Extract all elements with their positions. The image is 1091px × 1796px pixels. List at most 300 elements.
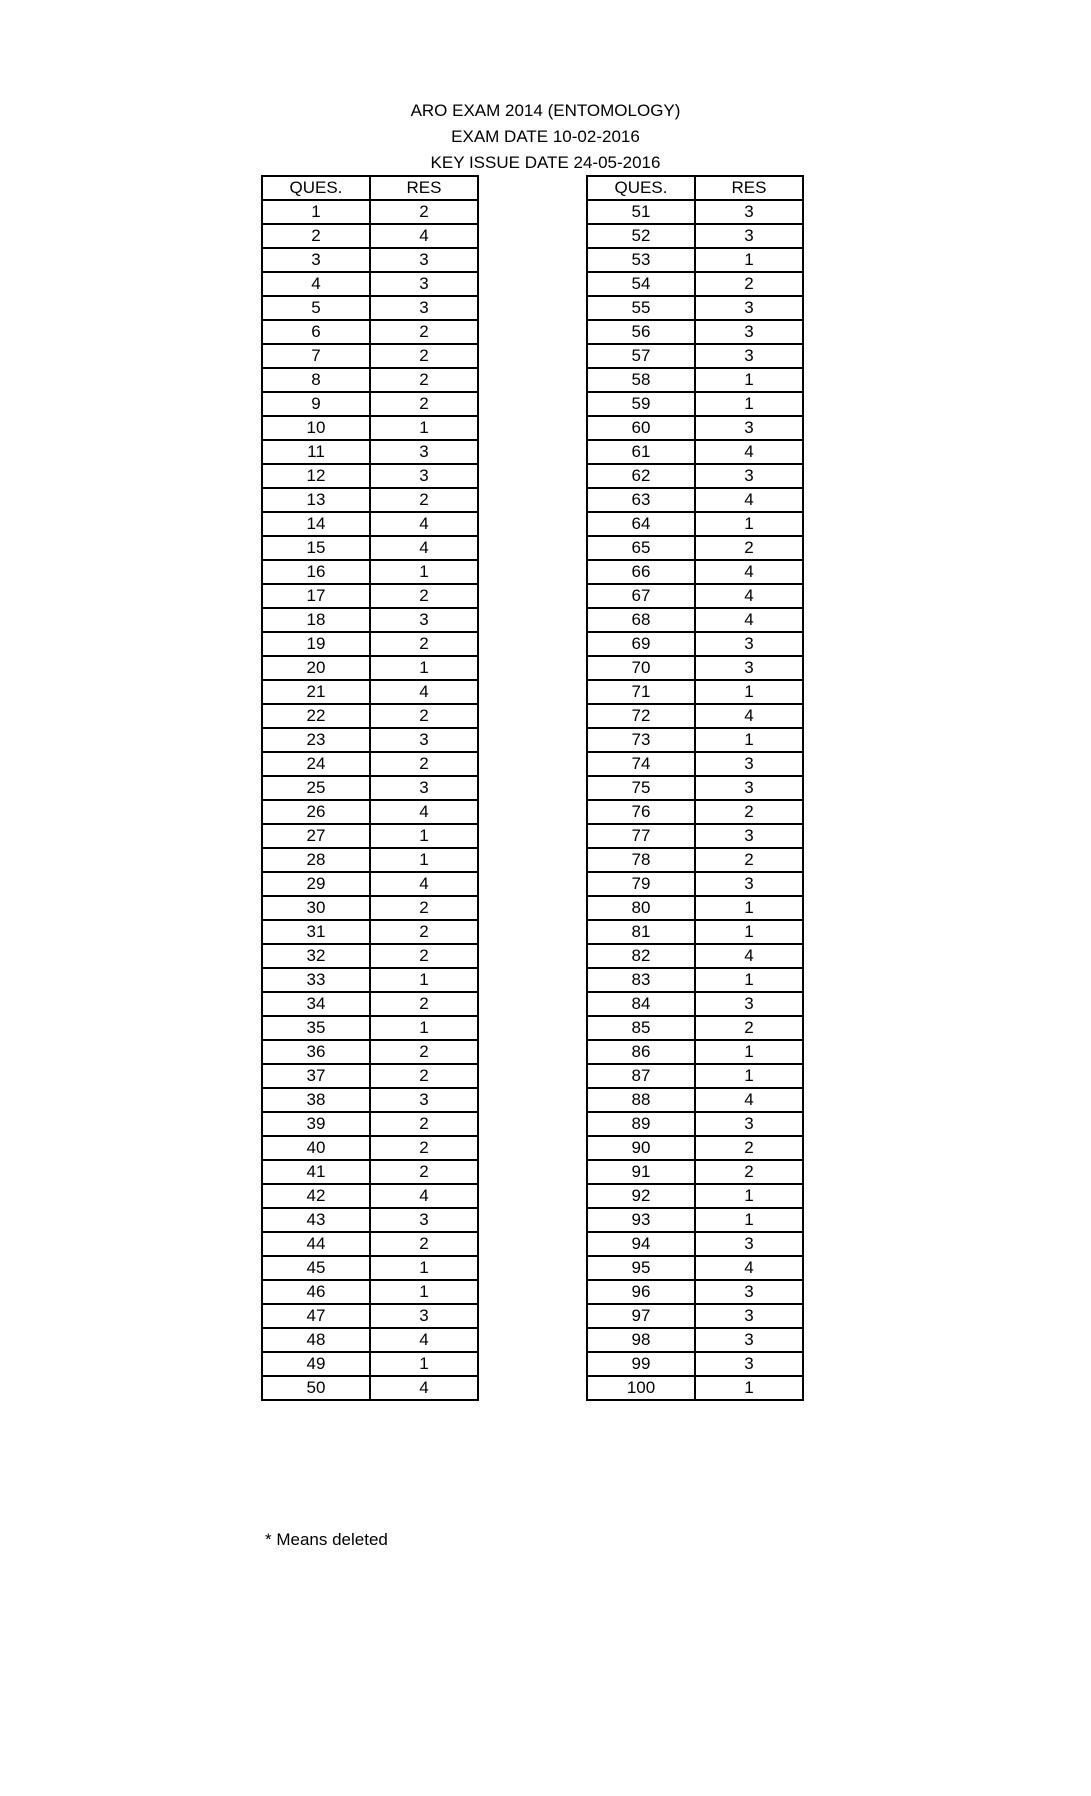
question-number-cell: 21	[262, 680, 370, 704]
response-cell: 2	[695, 272, 803, 296]
question-number-cell: 75	[587, 776, 695, 800]
answer-key-table-left	[261, 175, 479, 1401]
response-cell: 4	[370, 1376, 478, 1400]
table-row	[587, 1160, 803, 1184]
question-number-cell: 32	[262, 944, 370, 968]
response-cell: 3	[695, 1328, 803, 1352]
response-cell: 1	[695, 1040, 803, 1064]
table-row	[587, 560, 803, 584]
response-cell: 4	[370, 1184, 478, 1208]
question-number-cell: 52	[587, 224, 695, 248]
response-cell: 2	[370, 584, 478, 608]
response-cell: 2	[370, 1040, 478, 1064]
table-row	[262, 200, 478, 224]
question-number-cell: 29	[262, 872, 370, 896]
table-row	[587, 848, 803, 872]
table-row	[262, 1136, 478, 1160]
question-number-cell: 85	[587, 1016, 695, 1040]
table-row	[262, 1064, 478, 1088]
question-number-cell: 30	[262, 896, 370, 920]
response-cell: 4	[695, 488, 803, 512]
question-number-cell: 1	[262, 200, 370, 224]
table-row	[262, 320, 478, 344]
table-row	[262, 368, 478, 392]
table-row	[587, 536, 803, 560]
response-cell: 3	[695, 1304, 803, 1328]
response-cell: 2	[695, 536, 803, 560]
response-cell: 2	[695, 1160, 803, 1184]
table-row	[262, 1208, 478, 1232]
question-number-cell: 15	[262, 536, 370, 560]
table-row	[587, 200, 803, 224]
response-cell: 2	[695, 848, 803, 872]
question-number-cell: 55	[587, 296, 695, 320]
table-row	[262, 944, 478, 968]
question-number-cell: 34	[262, 992, 370, 1016]
table-row	[262, 872, 478, 896]
question-number-cell: 26	[262, 800, 370, 824]
response-cell: 2	[695, 800, 803, 824]
response-cell: 3	[370, 1088, 478, 1112]
question-number-cell: 89	[587, 1112, 695, 1136]
question-number-cell: 98	[587, 1328, 695, 1352]
question-number-cell: 80	[587, 896, 695, 920]
question-number-cell: 62	[587, 464, 695, 488]
response-cell: 3	[695, 752, 803, 776]
question-number-cell: 68	[587, 608, 695, 632]
question-number-cell: 27	[262, 824, 370, 848]
response-cell: 2	[370, 368, 478, 392]
table-row	[262, 992, 478, 1016]
response-cell: 3	[695, 320, 803, 344]
question-number-cell: 72	[587, 704, 695, 728]
response-cell: 4	[370, 872, 478, 896]
table-row	[262, 1160, 478, 1184]
response-cell: 4	[695, 1256, 803, 1280]
response-cell: 3	[695, 464, 803, 488]
response-cell: 1	[695, 1376, 803, 1400]
table-row	[587, 1088, 803, 1112]
response-cell: 3	[370, 464, 478, 488]
response-cell: 3	[695, 824, 803, 848]
table-row	[587, 1304, 803, 1328]
question-number-cell: 45	[262, 1256, 370, 1280]
response-cell: 1	[695, 1184, 803, 1208]
table-row	[587, 872, 803, 896]
response-cell: 3	[370, 608, 478, 632]
table-row	[587, 1328, 803, 1352]
question-number-cell: 81	[587, 920, 695, 944]
table-row	[262, 536, 478, 560]
table-row	[587, 440, 803, 464]
question-number-cell: 57	[587, 344, 695, 368]
question-number-cell: 13	[262, 488, 370, 512]
table-row	[587, 968, 803, 992]
question-number-cell: 96	[587, 1280, 695, 1304]
response-cell: 3	[695, 992, 803, 1016]
question-number-cell: 36	[262, 1040, 370, 1064]
table-row	[262, 968, 478, 992]
response-cell: 2	[370, 1064, 478, 1088]
question-number-cell: 67	[587, 584, 695, 608]
column-header-question: QUES.	[587, 176, 695, 200]
question-number-cell: 87	[587, 1064, 695, 1088]
response-cell: 4	[695, 1088, 803, 1112]
response-cell: 4	[370, 800, 478, 824]
answer-key-table-right	[586, 175, 804, 1401]
response-cell: 2	[370, 896, 478, 920]
response-cell: 2	[370, 944, 478, 968]
table-row	[587, 776, 803, 800]
table-row	[262, 704, 478, 728]
question-number-cell: 44	[262, 1232, 370, 1256]
response-cell: 1	[370, 1280, 478, 1304]
question-number-cell: 61	[587, 440, 695, 464]
response-cell: 1	[370, 848, 478, 872]
response-cell: 2	[695, 1016, 803, 1040]
table-row	[587, 1136, 803, 1160]
table-row	[587, 1184, 803, 1208]
question-number-cell: 70	[587, 656, 695, 680]
table-row	[587, 296, 803, 320]
question-number-cell: 53	[587, 248, 695, 272]
question-number-cell: 78	[587, 848, 695, 872]
table-row	[262, 1232, 478, 1256]
table-row	[587, 704, 803, 728]
table-row	[587, 1376, 803, 1400]
response-cell: 1	[695, 920, 803, 944]
response-cell: 1	[695, 248, 803, 272]
response-cell: 3	[370, 440, 478, 464]
table-row	[262, 680, 478, 704]
question-number-cell: 84	[587, 992, 695, 1016]
response-cell: 1	[695, 896, 803, 920]
response-cell: 4	[695, 584, 803, 608]
table-row	[262, 1304, 478, 1328]
table-row	[262, 1352, 478, 1376]
response-cell: 1	[370, 416, 478, 440]
question-number-cell: 47	[262, 1304, 370, 1328]
table-row	[262, 800, 478, 824]
question-number-cell: 99	[587, 1352, 695, 1376]
table-row	[587, 224, 803, 248]
question-number-cell: 83	[587, 968, 695, 992]
table-row	[587, 488, 803, 512]
question-number-cell: 33	[262, 968, 370, 992]
table-row	[587, 1232, 803, 1256]
question-number-cell: 93	[587, 1208, 695, 1232]
response-cell: 3	[695, 200, 803, 224]
response-cell: 3	[695, 872, 803, 896]
response-cell: 2	[695, 1136, 803, 1160]
question-number-cell: 38	[262, 1088, 370, 1112]
response-cell: 2	[370, 1232, 478, 1256]
table-row	[262, 824, 478, 848]
table-row	[587, 608, 803, 632]
table-row	[262, 632, 478, 656]
table-row	[262, 1376, 478, 1400]
table-row	[587, 920, 803, 944]
response-cell: 3	[370, 272, 478, 296]
table-row	[262, 752, 478, 776]
table-row	[262, 1280, 478, 1304]
response-cell: 2	[370, 1112, 478, 1136]
table-row	[262, 584, 478, 608]
response-cell: 3	[695, 1112, 803, 1136]
response-cell: 3	[695, 1352, 803, 1376]
table-row	[262, 776, 478, 800]
response-cell: 2	[370, 1136, 478, 1160]
response-cell: 3	[695, 296, 803, 320]
table-row	[262, 464, 478, 488]
response-cell: 4	[695, 440, 803, 464]
question-number-cell: 71	[587, 680, 695, 704]
table-row	[587, 944, 803, 968]
question-number-cell: 24	[262, 752, 370, 776]
table-row	[587, 752, 803, 776]
question-number-cell: 41	[262, 1160, 370, 1184]
response-cell: 2	[370, 392, 478, 416]
table-row	[262, 560, 478, 584]
response-cell: 1	[695, 1208, 803, 1232]
question-number-cell: 35	[262, 1016, 370, 1040]
question-number-cell: 76	[587, 800, 695, 824]
question-number-cell: 88	[587, 1088, 695, 1112]
question-number-cell: 2	[262, 224, 370, 248]
table-row	[262, 1112, 478, 1136]
table-row	[587, 344, 803, 368]
response-cell: 3	[695, 776, 803, 800]
table-row	[262, 896, 478, 920]
table-row	[587, 392, 803, 416]
column-header-response: RES	[695, 176, 803, 200]
table-row	[262, 728, 478, 752]
question-number-cell: 49	[262, 1352, 370, 1376]
response-cell: 2	[370, 920, 478, 944]
response-cell: 2	[370, 752, 478, 776]
response-cell: 1	[695, 680, 803, 704]
question-number-cell: 100	[587, 1376, 695, 1400]
table-header-row	[587, 176, 803, 200]
response-cell: 4	[695, 944, 803, 968]
response-cell: 4	[370, 1328, 478, 1352]
table-row	[587, 368, 803, 392]
question-number-cell: 4	[262, 272, 370, 296]
response-cell: 3	[695, 1232, 803, 1256]
question-number-cell: 54	[587, 272, 695, 296]
table-row	[587, 656, 803, 680]
question-number-cell: 28	[262, 848, 370, 872]
question-number-cell: 18	[262, 608, 370, 632]
question-number-cell: 40	[262, 1136, 370, 1160]
response-cell: 3	[370, 1208, 478, 1232]
table-row	[262, 416, 478, 440]
response-cell: 2	[370, 488, 478, 512]
exam-title: ARO EXAM 2014 (ENTOMOLOGY)	[410, 101, 681, 120]
question-number-cell: 94	[587, 1232, 695, 1256]
response-cell: 4	[695, 704, 803, 728]
question-number-cell: 42	[262, 1184, 370, 1208]
response-cell: 1	[695, 512, 803, 536]
question-number-cell: 77	[587, 824, 695, 848]
response-cell: 2	[370, 344, 478, 368]
response-cell: 3	[695, 416, 803, 440]
question-number-cell: 23	[262, 728, 370, 752]
response-cell: 2	[370, 200, 478, 224]
response-cell: 1	[370, 560, 478, 584]
table-row	[262, 656, 478, 680]
response-cell: 3	[695, 224, 803, 248]
response-cell: 2	[370, 632, 478, 656]
answer-rows-right	[587, 200, 803, 1400]
response-cell: 3	[370, 296, 478, 320]
table-row	[262, 272, 478, 296]
response-cell: 1	[370, 656, 478, 680]
question-number-cell: 64	[587, 512, 695, 536]
question-number-cell: 7	[262, 344, 370, 368]
table-row	[587, 1064, 803, 1088]
question-number-cell: 90	[587, 1136, 695, 1160]
table-row	[587, 680, 803, 704]
question-number-cell: 56	[587, 320, 695, 344]
question-number-cell: 79	[587, 872, 695, 896]
table-row	[587, 512, 803, 536]
response-cell: 2	[370, 320, 478, 344]
question-number-cell: 12	[262, 464, 370, 488]
table-row	[262, 296, 478, 320]
response-cell: 4	[695, 560, 803, 584]
table-row	[587, 1040, 803, 1064]
question-number-cell: 39	[262, 1112, 370, 1136]
table-row	[262, 440, 478, 464]
question-number-cell: 6	[262, 320, 370, 344]
table-row	[587, 1016, 803, 1040]
column-header-question: QUES.	[262, 176, 370, 200]
response-cell: 4	[695, 608, 803, 632]
table-row	[587, 1352, 803, 1376]
response-cell: 1	[370, 1016, 478, 1040]
table-row	[587, 632, 803, 656]
table-row	[262, 392, 478, 416]
question-number-cell: 17	[262, 584, 370, 608]
question-number-cell: 60	[587, 416, 695, 440]
table-row	[262, 248, 478, 272]
table-row	[587, 248, 803, 272]
question-number-cell: 95	[587, 1256, 695, 1280]
response-cell: 2	[370, 1160, 478, 1184]
question-number-cell: 46	[262, 1280, 370, 1304]
question-number-cell: 66	[587, 560, 695, 584]
table-row	[587, 1208, 803, 1232]
response-cell: 3	[370, 1304, 478, 1328]
exam-date: EXAM DATE 10-02-2016	[451, 127, 640, 146]
response-cell: 3	[695, 344, 803, 368]
question-number-cell: 10	[262, 416, 370, 440]
footnote: * Means deleted	[265, 1530, 388, 1549]
question-number-cell: 82	[587, 944, 695, 968]
table-row	[587, 728, 803, 752]
table-row	[262, 608, 478, 632]
question-number-cell: 63	[587, 488, 695, 512]
response-cell: 2	[370, 992, 478, 1016]
table-row	[262, 1328, 478, 1352]
column-header-response: RES	[370, 176, 478, 200]
question-number-cell: 97	[587, 1304, 695, 1328]
question-number-cell: 25	[262, 776, 370, 800]
response-cell: 3	[695, 656, 803, 680]
question-number-cell: 5	[262, 296, 370, 320]
question-number-cell: 43	[262, 1208, 370, 1232]
response-cell: 4	[370, 536, 478, 560]
question-number-cell: 92	[587, 1184, 695, 1208]
table-row	[262, 1016, 478, 1040]
table-row	[262, 1184, 478, 1208]
response-cell: 1	[370, 968, 478, 992]
question-number-cell: 11	[262, 440, 370, 464]
table-row	[262, 1088, 478, 1112]
table-row	[262, 920, 478, 944]
response-cell: 3	[370, 776, 478, 800]
question-number-cell: 8	[262, 368, 370, 392]
table-row	[587, 896, 803, 920]
response-cell: 3	[695, 632, 803, 656]
response-cell: 3	[370, 248, 478, 272]
response-cell: 1	[370, 1256, 478, 1280]
question-number-cell: 37	[262, 1064, 370, 1088]
table-row	[587, 320, 803, 344]
response-cell: 1	[370, 824, 478, 848]
answer-rows-left	[262, 200, 478, 1400]
table-row	[587, 272, 803, 296]
question-number-cell: 20	[262, 656, 370, 680]
table-row	[587, 584, 803, 608]
question-number-cell: 19	[262, 632, 370, 656]
table-row	[262, 224, 478, 248]
question-number-cell: 69	[587, 632, 695, 656]
question-number-cell: 9	[262, 392, 370, 416]
question-number-cell: 22	[262, 704, 370, 728]
table-row	[587, 464, 803, 488]
table-row	[587, 1256, 803, 1280]
question-number-cell: 74	[587, 752, 695, 776]
table-row	[587, 800, 803, 824]
table-header-row	[262, 176, 478, 200]
question-number-cell: 50	[262, 1376, 370, 1400]
question-number-cell: 16	[262, 560, 370, 584]
question-number-cell: 14	[262, 512, 370, 536]
question-number-cell: 73	[587, 728, 695, 752]
table-row	[587, 992, 803, 1016]
question-number-cell: 3	[262, 248, 370, 272]
response-cell: 1	[695, 1064, 803, 1088]
response-cell: 1	[695, 368, 803, 392]
question-number-cell: 91	[587, 1160, 695, 1184]
table-row	[587, 1280, 803, 1304]
question-number-cell: 65	[587, 536, 695, 560]
table-row	[587, 824, 803, 848]
table-row	[262, 488, 478, 512]
question-number-cell: 86	[587, 1040, 695, 1064]
question-number-cell: 31	[262, 920, 370, 944]
question-number-cell: 48	[262, 1328, 370, 1352]
response-cell: 2	[370, 704, 478, 728]
question-number-cell: 58	[587, 368, 695, 392]
response-cell: 3	[370, 728, 478, 752]
table-row	[587, 1112, 803, 1136]
table-row	[262, 1256, 478, 1280]
table-row	[587, 416, 803, 440]
response-cell: 1	[695, 392, 803, 416]
